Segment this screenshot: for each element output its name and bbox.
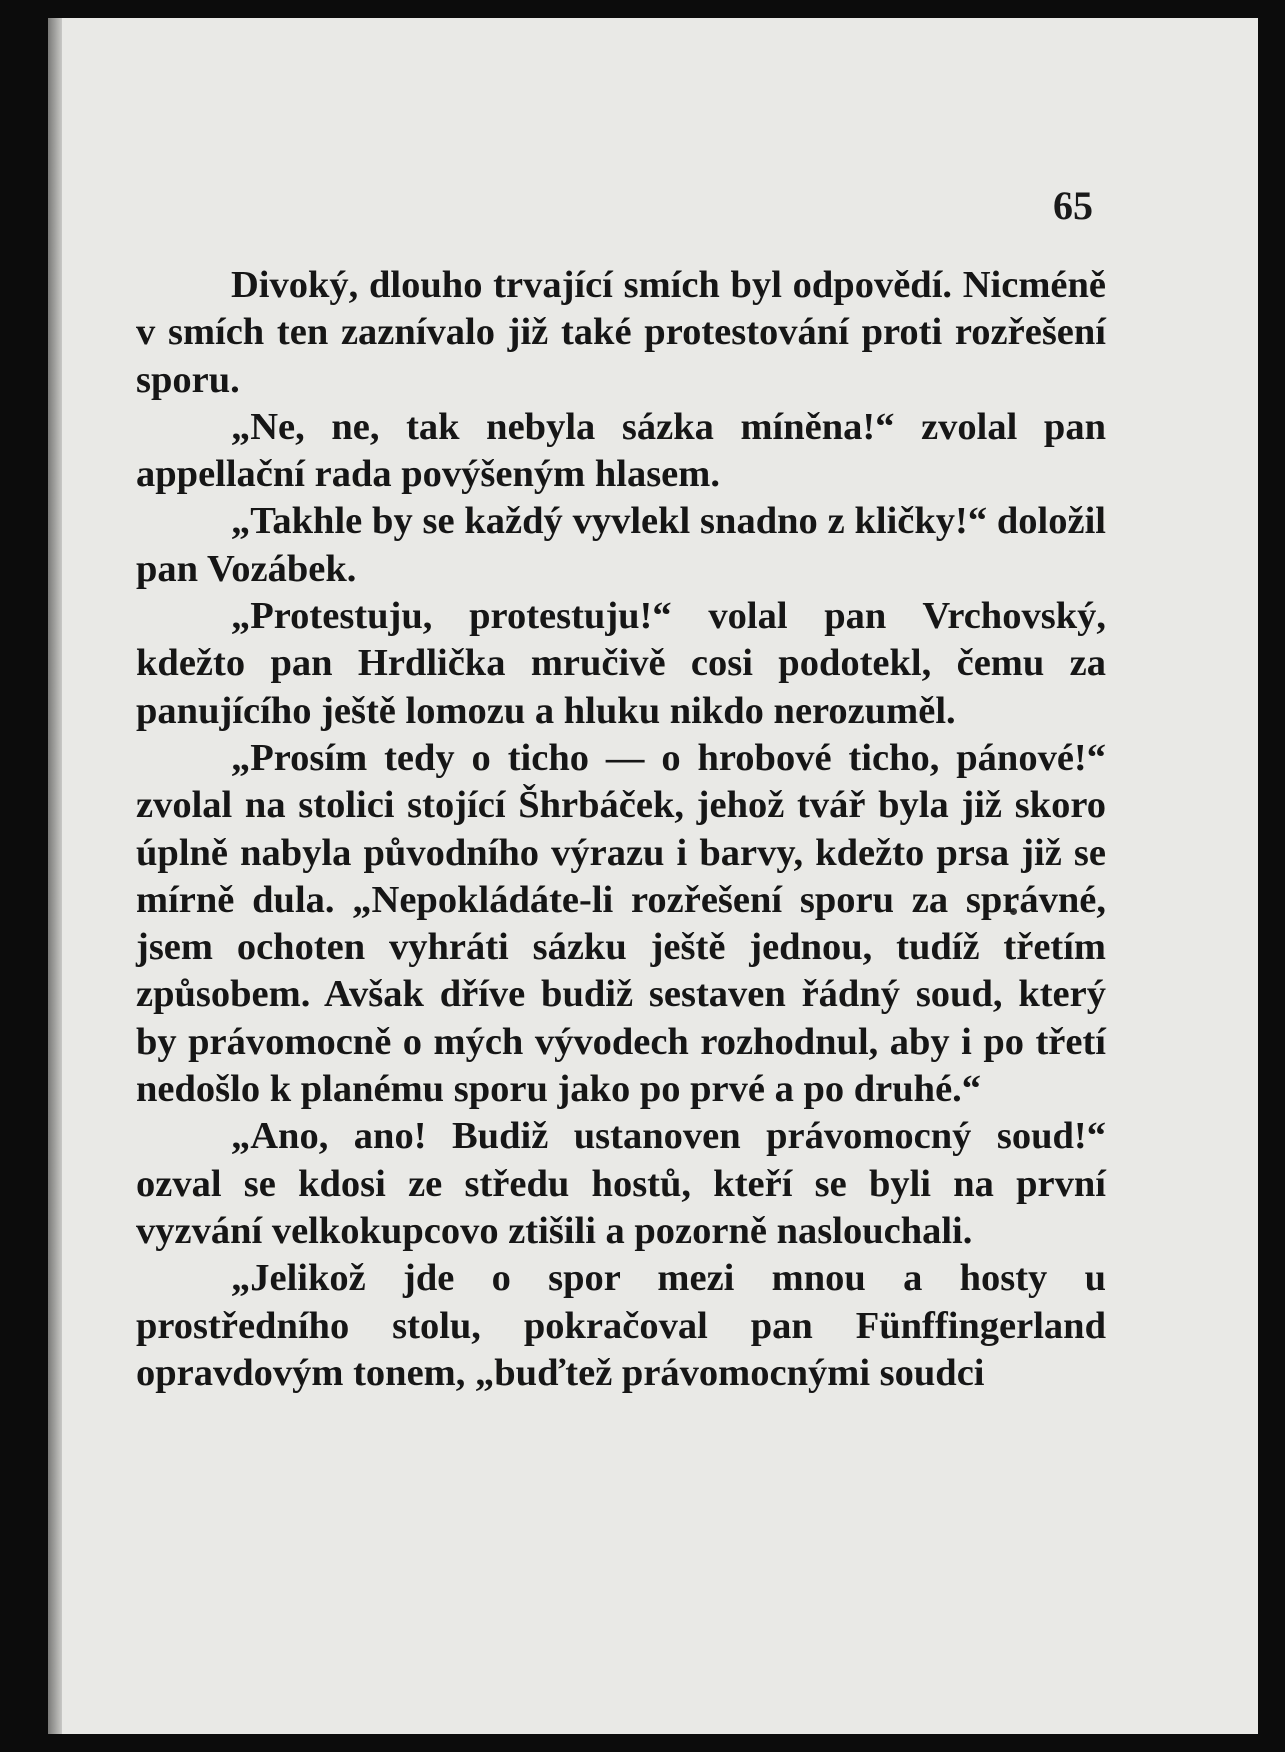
page-binding-edge bbox=[48, 18, 62, 1734]
paragraph: Divoký, dlouho trvající smích byl odpovědí. Nicméně v smích ten zaznívalo již také protestování proti rozřešení sporu. bbox=[136, 264, 1106, 401]
paragraph: „Ne, ne, tak nebyla sázka míněna!“ zvolal pan appellační rada povýšeným hlasem. bbox=[136, 405, 1106, 496]
paragraph: „Ano, ano! Budiž ustanoven právomocný soud!“ ozval se kdosi ze středu hostů, kteří se byli na první vyzvání velkokupcovo ztišili a pozorně naslouchali. bbox=[136, 1115, 1106, 1252]
paragraph: „Protestuju, protestuju!“ volal pan Vrchovský, kdežto pan Hrdlička mručivě cosi podotekl, čemu za panujícího ještě lomozu a hluku nikdo nerozuměl. bbox=[136, 595, 1106, 732]
paragraph: „Jelikož jde o spor mezi mnou a hosty u prostředního stolu, pokračoval pan Fünffingerland opravdovým tonem, „buďtež právomocnými soudci bbox=[136, 1257, 1106, 1394]
page-number: 65 bbox=[1053, 183, 1093, 228]
paragraph: „Takhle by se každý vyvlekl snadno z kličky!“ doložil pan Vozábek. bbox=[136, 500, 1106, 590]
body-text bbox=[136, 262, 1106, 1397]
paragraph: „Prosím tedy o ticho — o hrobové ticho, pánové!“ zvolal na stolici stojící Šhrbáček, jehož tvář byla již skoro úplně nabyla původního výrazu i barvy, kdežto prsa již se mírně dula. „Nepokládáte-li rozřešení sporu za správné, jsem ochoten vyhráti sázku ještě jednou, tudíž třetím způsobem. Avšak dříve budiž sestaven řádný soud, který by právomocně o mých vývodech rozhodnul, aby i po třetí nedošlo k planému sporu jako po prvé a po druhé.“ bbox=[136, 736, 1106, 1111]
book-page bbox=[48, 18, 1258, 1734]
